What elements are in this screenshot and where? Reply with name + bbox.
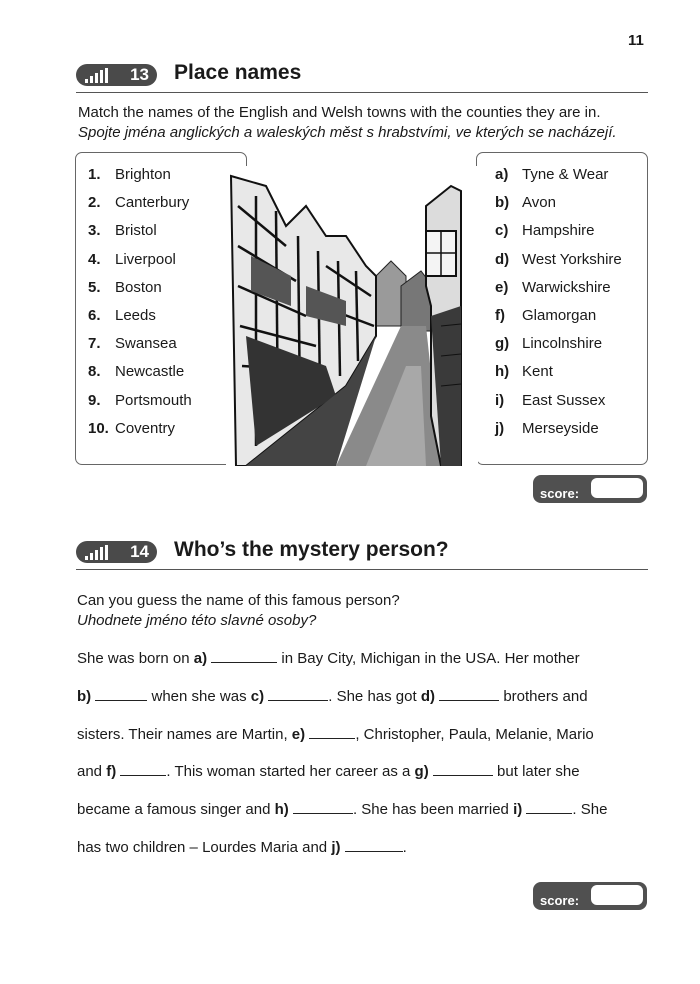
exercise-14-header bbox=[76, 537, 648, 570]
gap-j[interactable] bbox=[345, 839, 403, 852]
gap-g[interactable] bbox=[433, 763, 493, 776]
list-item: b) Avon bbox=[495, 194, 556, 212]
exercise-13-score bbox=[533, 475, 647, 503]
page-number: 11 bbox=[628, 32, 644, 49]
exercise-title: Who’s the mystery person? bbox=[174, 538, 449, 561]
score-label: score: bbox=[540, 893, 580, 908]
list-item: 1. Brighton bbox=[88, 166, 171, 183]
list-item: 3. Bristol bbox=[88, 222, 157, 240]
gap-c[interactable] bbox=[268, 688, 328, 701]
instruction-czech: Spojte jména anglických a waleských měst s hrabstvími, ve kterých se nacházejí. bbox=[78, 124, 617, 141]
list-item: 5. Boston bbox=[88, 278, 162, 296]
counties-list bbox=[495, 166, 622, 448]
gap-h[interactable] bbox=[293, 801, 353, 814]
text-line: has two children – Lourdes Maria and j) . bbox=[77, 838, 407, 856]
list-item: 9. Portsmouth bbox=[88, 391, 192, 409]
score-input[interactable] bbox=[591, 478, 643, 498]
tudor-street-illustration bbox=[226, 166, 478, 466]
list-item: 2. Canterbury bbox=[88, 194, 190, 212]
signal-bars-icon bbox=[85, 68, 115, 83]
exercise-13-header bbox=[76, 60, 648, 93]
list-item: 10. Coventry bbox=[88, 419, 176, 437]
gap-e[interactable] bbox=[309, 726, 355, 739]
score-label: score: bbox=[540, 486, 580, 501]
list-item: f) Glamorgan bbox=[495, 306, 597, 324]
list-item: 4. Liverpool bbox=[88, 250, 176, 268]
question-english: Can you guess the name of this famous person? bbox=[77, 592, 400, 609]
text-line: became a famous singer and h) . She has been married i) . She bbox=[77, 801, 608, 819]
exercise-title: Place names bbox=[174, 61, 302, 84]
exercise-14-score bbox=[533, 882, 647, 910]
instruction-english: Match the names of the English and Welsh towns with the counties they are in. bbox=[78, 104, 601, 121]
list-item: h) Kent bbox=[495, 363, 553, 381]
exercise-number: 14 bbox=[130, 542, 149, 561]
counties-box bbox=[476, 152, 648, 465]
gap-fill-text bbox=[77, 650, 657, 877]
gap-f[interactable] bbox=[120, 763, 166, 776]
list-item: i) East Sussex bbox=[495, 391, 606, 409]
score-input[interactable] bbox=[591, 885, 643, 905]
list-item: 6. Leeds bbox=[88, 306, 156, 324]
list-item: 7. Swansea bbox=[88, 335, 177, 353]
exercise-14-badge bbox=[76, 541, 157, 563]
text-line: b) when she was c) . She has got d) brothers and bbox=[77, 687, 588, 705]
list-item: c) Hampshire bbox=[495, 222, 595, 240]
list-item: d) West Yorkshire bbox=[495, 250, 622, 268]
list-item: j) Merseyside bbox=[495, 419, 599, 437]
towns-box bbox=[75, 152, 247, 465]
exercise-14-question bbox=[77, 591, 400, 631]
list-item: g) Lincolnshire bbox=[495, 335, 603, 353]
list-item: a) Tyne & Wear bbox=[495, 166, 609, 183]
exercise-13-badge bbox=[76, 64, 157, 86]
gap-d[interactable] bbox=[439, 688, 499, 701]
towns-list bbox=[88, 166, 192, 448]
exercise-13-instructions bbox=[78, 103, 617, 143]
gap-i[interactable] bbox=[526, 801, 572, 814]
exercise-number: 13 bbox=[130, 65, 149, 84]
text-line: and f) . This woman started her career as a g) but later she bbox=[77, 763, 580, 781]
list-item: 8. Newcastle bbox=[88, 363, 185, 381]
list-item: e) Warwickshire bbox=[495, 278, 611, 296]
question-czech: Uhodnete jméno této slavné osoby? bbox=[77, 612, 317, 629]
text-line: She was born on a) in Bay City, Michigan in the USA. Her mother bbox=[77, 650, 580, 667]
signal-bars-icon bbox=[85, 545, 115, 560]
gap-b[interactable] bbox=[95, 688, 147, 701]
text-line: sisters. Their names are Martin, e) , Christopher, Paula, Melanie, Mario bbox=[77, 725, 594, 743]
gap-a[interactable] bbox=[211, 650, 277, 663]
